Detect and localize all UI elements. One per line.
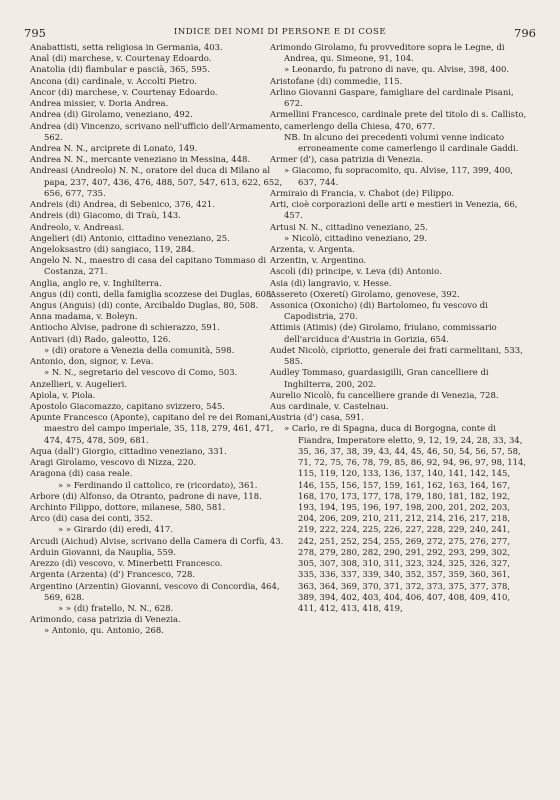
index-entry: Angelo N. N., maestro di casa del capitano Tommaso di Costanza, 271. (30, 255, 267, 277)
running-title: INDICE DEI NOMI DI PERSONE E DI COSE (173, 27, 387, 37)
index-entry: » » (di) fratello, N. N., 628. (58, 602, 174, 613)
index-entry: Aragona (di) casa reale. (30, 468, 133, 479)
index-entry: » N. N., segretario del vescovo di Como, 503. (44, 367, 238, 378)
page-number-right: 796 (514, 26, 536, 40)
index-entry: Andreolo, v. Andreasi. (30, 221, 125, 232)
index-column-right (270, 42, 530, 794)
index-entry: » » Girardo (di) eredi, 417. (58, 524, 174, 535)
index-entry: Arezzo (di) vescovo, v. Minerbetti Francesco. (30, 558, 223, 569)
index-entry: Apunte Francesco (Aponte), capitano del re dei Romani, maestro del campo imperiale, 35, 118, 279, 461, 471, 474, 475, 478, 509, 681. (30, 412, 274, 445)
index-entry: Anzellieri, v. Augelieri. (30, 378, 128, 389)
index-entry: Austria (d') casa, 591. (270, 412, 364, 423)
index-entry: Argenta (Arzenta) (d') Francesco, 728. (30, 569, 196, 580)
index-entry: » Antonio, qu. Antonio, 268. (44, 625, 164, 636)
index-entry: » » Ferdinando il cattolico, re (ricordato), 361. (58, 479, 258, 490)
index-entry: Ancona (di) cardinale, v. Accolti Pietro. (30, 75, 197, 86)
index-entry: Armer (d'), casa patrizia di Venezia. (270, 154, 424, 165)
index-entry: NB. In alcuno dei precedenti volumi venne indicato erroneamente come camerlengo il cardinale Gaddi. (284, 131, 519, 153)
index-entry: Arimondo Girolamo, fu provveditore sopra le Legne, di Andrea, qu. Simeone, 91, 104. (270, 42, 505, 64)
page-number-left: 795 (24, 26, 46, 40)
index-entry: Angus (di) conti, della famiglia scozzese dei Duglas, 608. (30, 288, 274, 299)
index-entry: Asia (di) langravio, v. Hesse. (270, 277, 392, 288)
index-entry: Andrea N. N., mercante veneziano in Messina, 448. (30, 154, 251, 165)
index-entry: Andrea N. N., arciprete di Lonato, 149. (30, 142, 198, 153)
index-entry: Arimondo, casa patrizia di Venezia. (30, 614, 181, 625)
index-entry: Arzentin, v. Argentino. (270, 255, 367, 266)
index-entry: Arduin Giovanni, da Nauplia, 559. (30, 546, 176, 557)
index-entry: Anna madama, v. Boleyn. (30, 311, 138, 322)
index-entry: Anglia, anglo re, v. Inghilterra. (30, 277, 162, 288)
index-entry: Andrea (di) Vincenzo, scrivano nell'ufficio dell'Armamento, 562. (30, 120, 283, 142)
index-entry: » Leonardo, fu patrono di nave, qu. Alvise, 398, 400. (284, 64, 510, 75)
index-entry: Andreis (di) Andrea, di Sebenico, 376, 421. (30, 199, 215, 210)
index-entry: Anatolia (di) flambular e pascià, 365, 595. (30, 64, 210, 75)
index-entry: Ascoli (di) principe, v. Leva (di) Antonio. (270, 266, 442, 277)
index-entry: Aqua (dall') Giorgio, cittadino veneziano, 331. (30, 445, 227, 456)
index-entry: Arcudi (Aichud) Alvise, scrivano della Camera di Corfù, 43. (30, 535, 284, 546)
index-entry: Aragi Girolamo, vescovo di Nizza, 220. (30, 457, 197, 468)
index-entry: Assonica (Oxonicho) (di) Bartolomeo, fu vescovo di Capodistria, 270. (270, 300, 488, 322)
index-entry: Arti, cioè corporazioni delle arti e mestieri in Venezia, 66, 457. (270, 199, 518, 221)
index-entry: Andreasi (Andreolo) N. N., oratore del duca di Milano al papa, 237, 407, 436, 476, 488, 507, 547, 613, 622, 652, 656, 677, 735. (30, 165, 283, 198)
index-entry: » Nicolò, cittadino veneziano, 29. (284, 232, 428, 243)
index-entry: Attimis (Atimis) (de) Girolamo, friulano, commissario dell'arciduca d'Austria in Gorizia, 654. (270, 322, 497, 344)
index-entry: Arbore (di) Alfonso, da Otranto, padrone di nave, 118. (30, 490, 262, 501)
index-entry: Arco (di) casa dei conti, 352. (30, 513, 154, 524)
index-entry: Ancor (di) marchese, v. Courtenay Edoardo. (30, 86, 218, 97)
index-entry: » (di) oratore a Venezia della comunità, 598. (44, 344, 235, 355)
index-entry: Assereto (Oxeretí) Girolamo, genovese, 392. (270, 288, 460, 299)
index-entry: Andrea (di) Girolamo, veneziano, 492. (30, 109, 193, 120)
index-entry: Angelieri (di) Antonio, cittadino veneziano, 25. (30, 232, 230, 243)
index-entry: Apostolo Giacomazzo, capitano svizzero, 545. (30, 401, 225, 411)
index-entry: Apiola, v. Piola. (30, 389, 96, 400)
index-entry: Angeloksastro (di) sangiaco, 119, 284. (30, 243, 195, 254)
index-entry: Andreis (di) Giacomo, di Traù, 143. (30, 210, 181, 221)
index-entry: » Carlo, re di Spagna, duca di Borgogna, conte di Fiandra, Imperatore eletto, 9, 12, 19, 24, 28, 33, 34, 35, 36, 37, 38, 39, 43, 44, 45, 46, 50, 54, 56, 57, 58, 71, 72, 75, 76, 78, 79, 85, 86, 92, 94, 96, 97, 98, 114, 115, 119, 120, 133, 136, 137, 140, 141, 142, 145, 146, 155, 156, 157, 159, 161, 162, 163, 164, 167, 168, 170, 173, 177, 178, 179, 180, 181, 182, 192, 193, 194, 195, 196, 197, 198, 200, 201, 202, 203, 204, 206, 209, 210, 211, 212, 214, 216, 217, 218, 219, 222, 224, 225, 226, 227, 228, 229, 240, 241, 242, 251, 252, 254, 255, 269, 272, 275, 276, 277, 278, 279, 280, 282, 290, 291, 292, 293, 299, 302, 305, 307, 308, 310, 311, 323, 324, 325, 326, 327, 335, 336, 337, 339, 340, 352, 357, 359, 360, 361, 363, 364, 369, 370, 371, 372, 373, 375, 377, 378, 389, 394, 402, 403, 404, 406, 407, 408, 409, 410, 411, 412, 413, 418, 419, (284, 423, 527, 613)
index-entry: Arlino Giovanni Gaspare, famigliare del cardinale Pisani, 672. (270, 86, 514, 109)
page-header (24, 26, 536, 40)
index-entry: Archinto Filippo, dottore, milanese, 580, 581. (30, 501, 226, 512)
index-entry: Arzenta, v. Argenta. (270, 243, 355, 254)
index-entry: Aurelio Nicolò, fu cancelliere grande di Venezia, 728. (270, 389, 499, 400)
index-column-left (30, 42, 290, 794)
index-entry: Artusi N. N., cittadino veneziano, 25. (270, 221, 428, 232)
index-entry: Antivari (di) Rado, galeotto, 126. (30, 333, 171, 344)
index-entry: Antiocho Alvise, padrone di schierazzo, 591. (30, 322, 220, 333)
index-entry: Antonio, don, signor, v. Leva. (30, 356, 154, 367)
index-entry: Argentino (Arzentin) Giovanni, vescovo di Concordia, 464, 569, 628. (30, 580, 280, 602)
index-entry: Armiraio di Francia, v. Chabot (de) Filippo. (270, 187, 454, 198)
index-entry: Andrea missier, v. Doria Andrea. (30, 98, 169, 109)
index-entry: Aus cardinale, v. Castelnau. (270, 401, 389, 411)
index-entry: Aristofane (di) commedie, 115. (270, 75, 403, 86)
index-entry: Anabattisti, setta religiosa in Germania, 403. (30, 42, 223, 52)
index-entry: » Giacomo, fu sopracomito, qu. Alvise, 117, 399, 400, 637, 744. (284, 165, 513, 187)
index-entry: Angus (Anguis) (di) conte, Arcibaldo Duglas, 80, 508. (30, 300, 259, 311)
index-entry: Audley Tommaso, guardasigilli, Gran cancelliere di Inghilterra, 200, 202. (270, 367, 489, 389)
index-entry: Anal (di) marchese, v. Courtenay Edoardo. (30, 53, 212, 64)
index-entry: Armellini Francesco, cardinale prete del titolo di s. Callisto, camerlengo della Chiesa, 470, 677. (270, 109, 527, 131)
index-entry: Audet Nicolò, cipriotto, generale dei frati carmelitani, 533, 585. (270, 344, 523, 367)
